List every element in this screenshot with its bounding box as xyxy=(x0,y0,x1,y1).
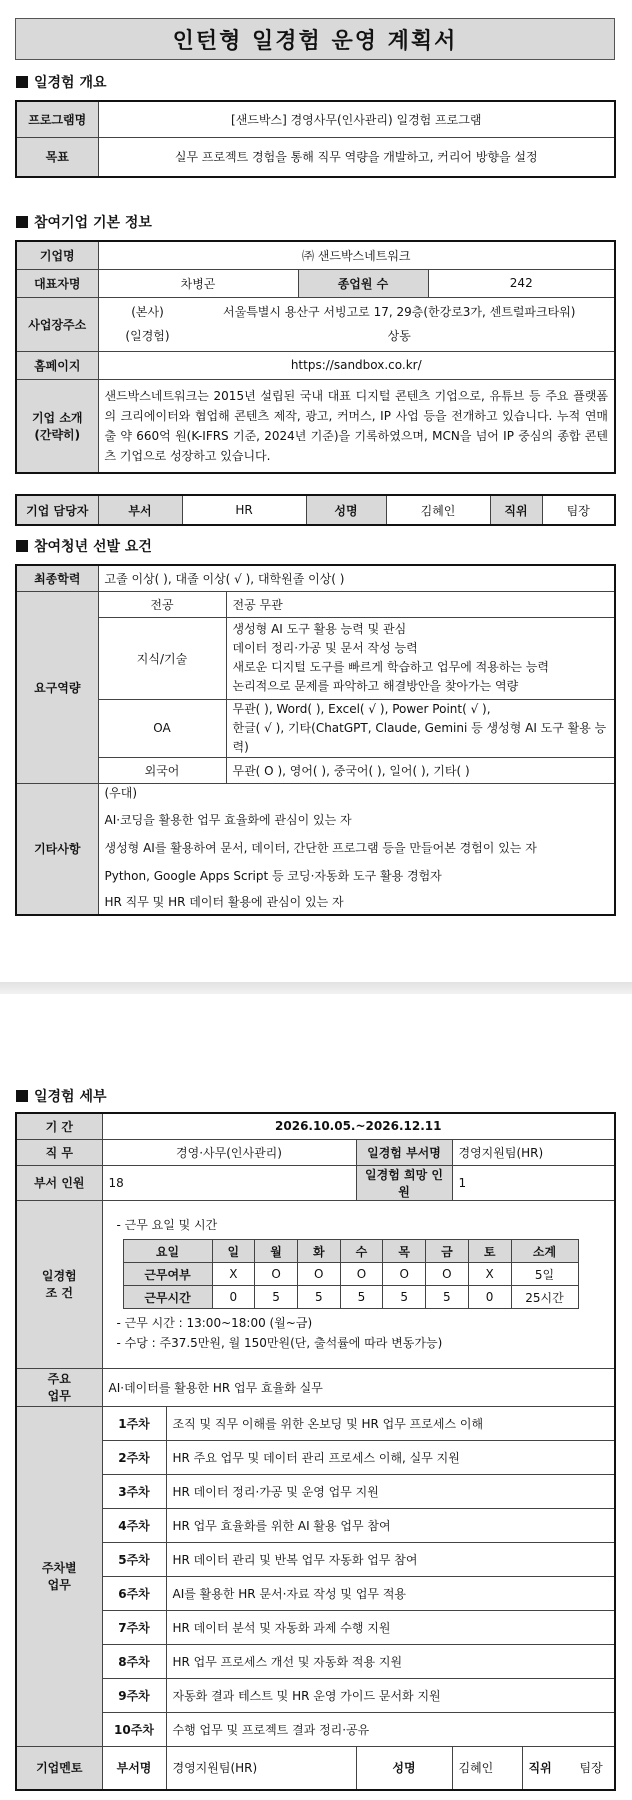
week-number: 3주차 xyxy=(102,1474,166,1508)
week-number: 8주차 xyxy=(102,1644,166,1678)
intro-label xyxy=(16,379,98,473)
mentor-name-label: 성명 xyxy=(356,1746,452,1790)
homepage-link[interactable]: https://sandbox.co.kr/ xyxy=(98,351,615,379)
overview-table xyxy=(15,100,616,178)
week-number: 4주차 xyxy=(102,1508,166,1542)
week-task: HR 업무 효율화를 위한 AI 활용 업무 참여 xyxy=(166,1508,615,1542)
main-task-label-line: 주요 xyxy=(47,1372,71,1386)
week-task: 자동화 결과 테스트 및 HR 운영 가이드 문서화 지원 xyxy=(166,1678,615,1712)
mentor-label: 기업멘토 xyxy=(16,1746,102,1790)
employees-value: 242 xyxy=(428,269,615,297)
schedule-header: 수 xyxy=(340,1240,383,1263)
lang-value: 무관( O ), 영어( ), 중국어( ), 일어( ), 기타( ) xyxy=(226,757,615,783)
condition-cell xyxy=(102,1200,615,1368)
section-heading-company xyxy=(16,212,152,232)
week-task: HR 주요 업무 및 데이터 관리 프로세스 이해, 실무 지원 xyxy=(166,1440,615,1474)
schedule-cell: 5일 xyxy=(511,1263,578,1286)
week-number: 1주차 xyxy=(102,1406,166,1440)
employees-label: 종업원 수 xyxy=(298,269,428,297)
oa-list xyxy=(226,699,615,757)
duty-label: 직 무 xyxy=(16,1139,102,1165)
section-heading-text: 참여청년 선발 요건 xyxy=(34,539,152,555)
condition-label-line: 조 건 xyxy=(45,1286,73,1300)
schedule-cell: 근무여부 xyxy=(123,1263,212,1286)
contact-table xyxy=(15,494,616,526)
want-label: 일경험 희망 인원 xyxy=(356,1165,452,1200)
skills-item: 논리적으로 문제를 파악하고 해결방안을 찾아가는 역량 xyxy=(232,679,519,693)
staff-label: 부서 인원 xyxy=(16,1165,102,1200)
schedule-title: - 근무 요일 및 시간 xyxy=(116,1218,218,1232)
mentor-position-label: 직위 xyxy=(528,1761,552,1776)
main-task-label xyxy=(16,1368,102,1406)
schedule-header: 금 xyxy=(426,1240,469,1263)
contact-name-value: 김혜인 xyxy=(386,495,490,525)
week-task: HR 데이터 관리 및 반복 업무 자동화 업무 참여 xyxy=(166,1542,615,1576)
schedule-cell: O xyxy=(297,1263,340,1286)
contact-name-label: 성명 xyxy=(306,495,386,525)
section-heading-requirements xyxy=(16,536,152,556)
lang-label: 외국어 xyxy=(98,757,226,783)
week-task: 조직 및 직무 이해를 위한 온보딩 및 HR 업무 프로세스 이해 xyxy=(166,1406,615,1440)
company-table xyxy=(15,240,616,474)
dept-value: 경영지원팀(HR) xyxy=(452,1139,615,1165)
square-bullet-icon xyxy=(16,540,28,552)
company-name-label: 기업명 xyxy=(16,241,98,269)
homepage-label: 홈페이지 xyxy=(16,351,98,379)
week-task: 수행 업무 및 프로젝트 결과 정리·공유 xyxy=(166,1712,615,1746)
section-heading-details xyxy=(16,1086,107,1106)
schedule-cell: X xyxy=(212,1263,255,1286)
week-number: 10주차 xyxy=(102,1712,166,1746)
square-bullet-icon xyxy=(16,76,28,88)
etc-item: HR 직무 및 HR 데이터 활용에 관심이 있는 자 xyxy=(104,894,344,909)
period-value: 2026.10.05.~2026.12.11 xyxy=(102,1113,615,1139)
dept-label: 일경험 부서명 xyxy=(356,1139,452,1165)
schedule-cell: 5 xyxy=(426,1286,469,1309)
details-table xyxy=(15,1112,616,1791)
section-heading-text: 일경험 세부 xyxy=(34,1089,107,1105)
requirements-table xyxy=(15,564,616,916)
schedule-header: 일 xyxy=(212,1240,255,1263)
week-number: 6주차 xyxy=(102,1576,166,1610)
schedule-header: 월 xyxy=(255,1240,298,1263)
schedule-header: 소계 xyxy=(511,1240,578,1263)
address-label: 사업장주소 xyxy=(16,297,98,351)
program-label: 프로그램명 xyxy=(16,101,98,137)
education-value: 고졸 이상( ), 대졸 이상( √ ), 대학원졸 이상( ) xyxy=(98,565,615,591)
week-number: 5주차 xyxy=(102,1542,166,1576)
skills-item: 생성형 AI 도구 활용 능력 및 관심 xyxy=(232,622,407,636)
square-bullet-icon xyxy=(16,216,28,228)
schedule-cell: 0 xyxy=(212,1286,255,1309)
mentor-dept-value: 경영지원팀(HR) xyxy=(166,1746,356,1790)
document-page-2 xyxy=(0,994,632,1800)
condition-label xyxy=(16,1200,102,1368)
document-title: 인턴형 일경험 운영 계획서 xyxy=(15,18,615,60)
weekly-label-line: 업무 xyxy=(47,1578,71,1592)
hq-label: (본사) xyxy=(131,305,164,319)
oa-item: 무관( ), Word( ), Excel( √ ), Power Point( √ ), xyxy=(232,701,491,716)
ceo-label: 대표자명 xyxy=(16,269,98,297)
oa-label: OA xyxy=(98,699,226,757)
competency-label: 요구역량 xyxy=(16,591,98,783)
schedule-cell: O xyxy=(340,1263,383,1286)
schedule-cell: 근무시간 xyxy=(123,1286,212,1309)
want-value: 1 xyxy=(452,1165,615,1200)
schedule-cell: X xyxy=(468,1263,511,1286)
etc-item: (우대) xyxy=(104,785,138,800)
schedule-header: 토 xyxy=(468,1240,511,1263)
condition-label-line: 일경험 xyxy=(41,1269,77,1283)
major-value: 전공 무관 xyxy=(226,591,615,617)
hq-value: 서울특별시 용산구 서빙고로 17, 29층(한강로3가, 센트럴파크타워) xyxy=(223,305,576,319)
section-heading-overview xyxy=(16,72,107,92)
schedule-cell: O xyxy=(383,1263,426,1286)
etc-item: 생성형 AI를 활용하여 문서, 데이터, 간단한 프로그램 등을 만들어본 경험이 있는 자 xyxy=(104,840,537,855)
program-value: [샌드박스] 경영사무(인사관리) 일경험 프로그램 xyxy=(98,101,615,137)
intro-label-line: 기업 소개 xyxy=(31,410,83,425)
schedule-cell: 5 xyxy=(383,1286,426,1309)
schedule-cell: 5 xyxy=(297,1286,340,1309)
skills-label: 지식/기술 xyxy=(98,617,226,699)
intro-value: 샌드박스네트워크는 2015년 설립된 국내 대표 디지털 콘텐츠 기업으로, 유튜브 등 주요 플랫폼의 크리에이터와 협업해 콘텐츠 제작, 광고, 커머스, IP 사업 등을 전개하고 있습니다. 누적 연매출 약 660억 원(K-IFRS 기준, 2024년 기준)을 기록하였으며, MCN을 넘어 IP 중심의 종합 콘텐츠 기업으로 성장하고 있습니다. xyxy=(98,379,615,473)
work-label: (일경험) xyxy=(125,329,170,343)
mentor-position-cell xyxy=(522,1746,615,1790)
etc-item: AI·코딩을 활용한 업무 효율화에 관심이 있는 자 xyxy=(104,812,352,827)
schedule-cell: 5 xyxy=(340,1286,383,1309)
mentor-position-value: 팀장 xyxy=(579,1761,603,1776)
schedule-table xyxy=(123,1239,579,1309)
schedule-cell: 25시간 xyxy=(511,1286,578,1309)
major-label: 전공 xyxy=(98,591,226,617)
week-number: 7주차 xyxy=(102,1610,166,1644)
schedule-header: 요일 xyxy=(123,1240,212,1263)
skills-item: 새로운 디지털 도구를 빠르게 학습하고 업무에 적용하는 능력 xyxy=(232,660,550,674)
main-task-value: AI·데이터를 활용한 HR 업무 효율화 실무 xyxy=(102,1368,615,1406)
allowance: - 수당 : 주37.5만원, 월 150만원(단, 출석률에 따라 변동가능) xyxy=(116,1336,443,1350)
contact-dept-label: 부서 xyxy=(98,495,182,525)
week-task: HR 업무 프로세스 개선 및 자동화 적용 지원 xyxy=(166,1644,615,1678)
weekly-label-line: 주차별 xyxy=(41,1561,77,1575)
page-break xyxy=(0,982,632,994)
education-label: 최종학력 xyxy=(16,565,98,591)
mentor-dept-label: 부서명 xyxy=(102,1746,166,1790)
section-heading-text: 일경험 개요 xyxy=(34,75,107,91)
duty-value: 경영·사무(인사관리) xyxy=(102,1139,356,1165)
section-heading-text: 참여기업 기본 정보 xyxy=(34,215,152,231)
contact-position-label: 직위 xyxy=(490,495,542,525)
schedule-header: 화 xyxy=(297,1240,340,1263)
work-value: 상동 xyxy=(387,329,411,343)
schedule-cell: O xyxy=(255,1263,298,1286)
ceo-value: 차병곤 xyxy=(98,269,298,297)
week-number: 2주차 xyxy=(102,1440,166,1474)
schedule-header: 목 xyxy=(383,1240,426,1263)
square-bullet-icon xyxy=(16,1090,28,1102)
period-label: 기 간 xyxy=(16,1113,102,1139)
etc-list xyxy=(98,783,615,915)
address-cell xyxy=(98,297,615,351)
etc-label: 기타사항 xyxy=(16,783,98,915)
week-task: AI를 활용한 HR 문서·자료 작성 및 업무 적용 xyxy=(166,1576,615,1610)
staff-value: 18 xyxy=(102,1165,356,1200)
company-name-value: ㈜ 샌드박스네트워크 xyxy=(98,241,615,269)
schedule-cell: O xyxy=(426,1263,469,1286)
schedule-cell: 5 xyxy=(255,1286,298,1309)
week-task: HR 데이터 분석 및 자동화 과제 수행 지원 xyxy=(166,1610,615,1644)
weekly-label xyxy=(16,1406,102,1746)
intro-label-line: (간략히) xyxy=(34,427,81,442)
mentor-name-value: 김혜인 xyxy=(452,1746,522,1790)
schedule-cell: 0 xyxy=(468,1286,511,1309)
week-number: 9주차 xyxy=(102,1678,166,1712)
goal-value: 실무 프로젝트 경험을 통해 직무 역량을 개발하고, 커리어 방향을 설정 xyxy=(98,137,615,177)
work-hours: - 근무 시간 : 13:00~18:00 (월~금) xyxy=(116,1316,313,1330)
skills-item: 데이터 정리·가공 및 문서 작성 능력 xyxy=(232,641,418,655)
contact-dept-value: HR xyxy=(182,495,306,525)
goal-label: 목표 xyxy=(16,137,98,177)
skills-list xyxy=(226,617,615,699)
main-task-label-line: 업무 xyxy=(47,1389,71,1403)
contact-label: 기업 담당자 xyxy=(16,495,98,525)
oa-item: 한글( √ ), 기타(ChatGPT, Claude, Gemini 등 생성형 AI 도구 활용 능력) xyxy=(232,720,607,754)
week-task: HR 데이터 정리·가공 및 운영 업무 지원 xyxy=(166,1474,615,1508)
contact-position-value: 팀장 xyxy=(542,495,615,525)
etc-item: Python, Google Apps Script 등 코딩·자동화 도구 활용 경험자 xyxy=(104,868,442,883)
